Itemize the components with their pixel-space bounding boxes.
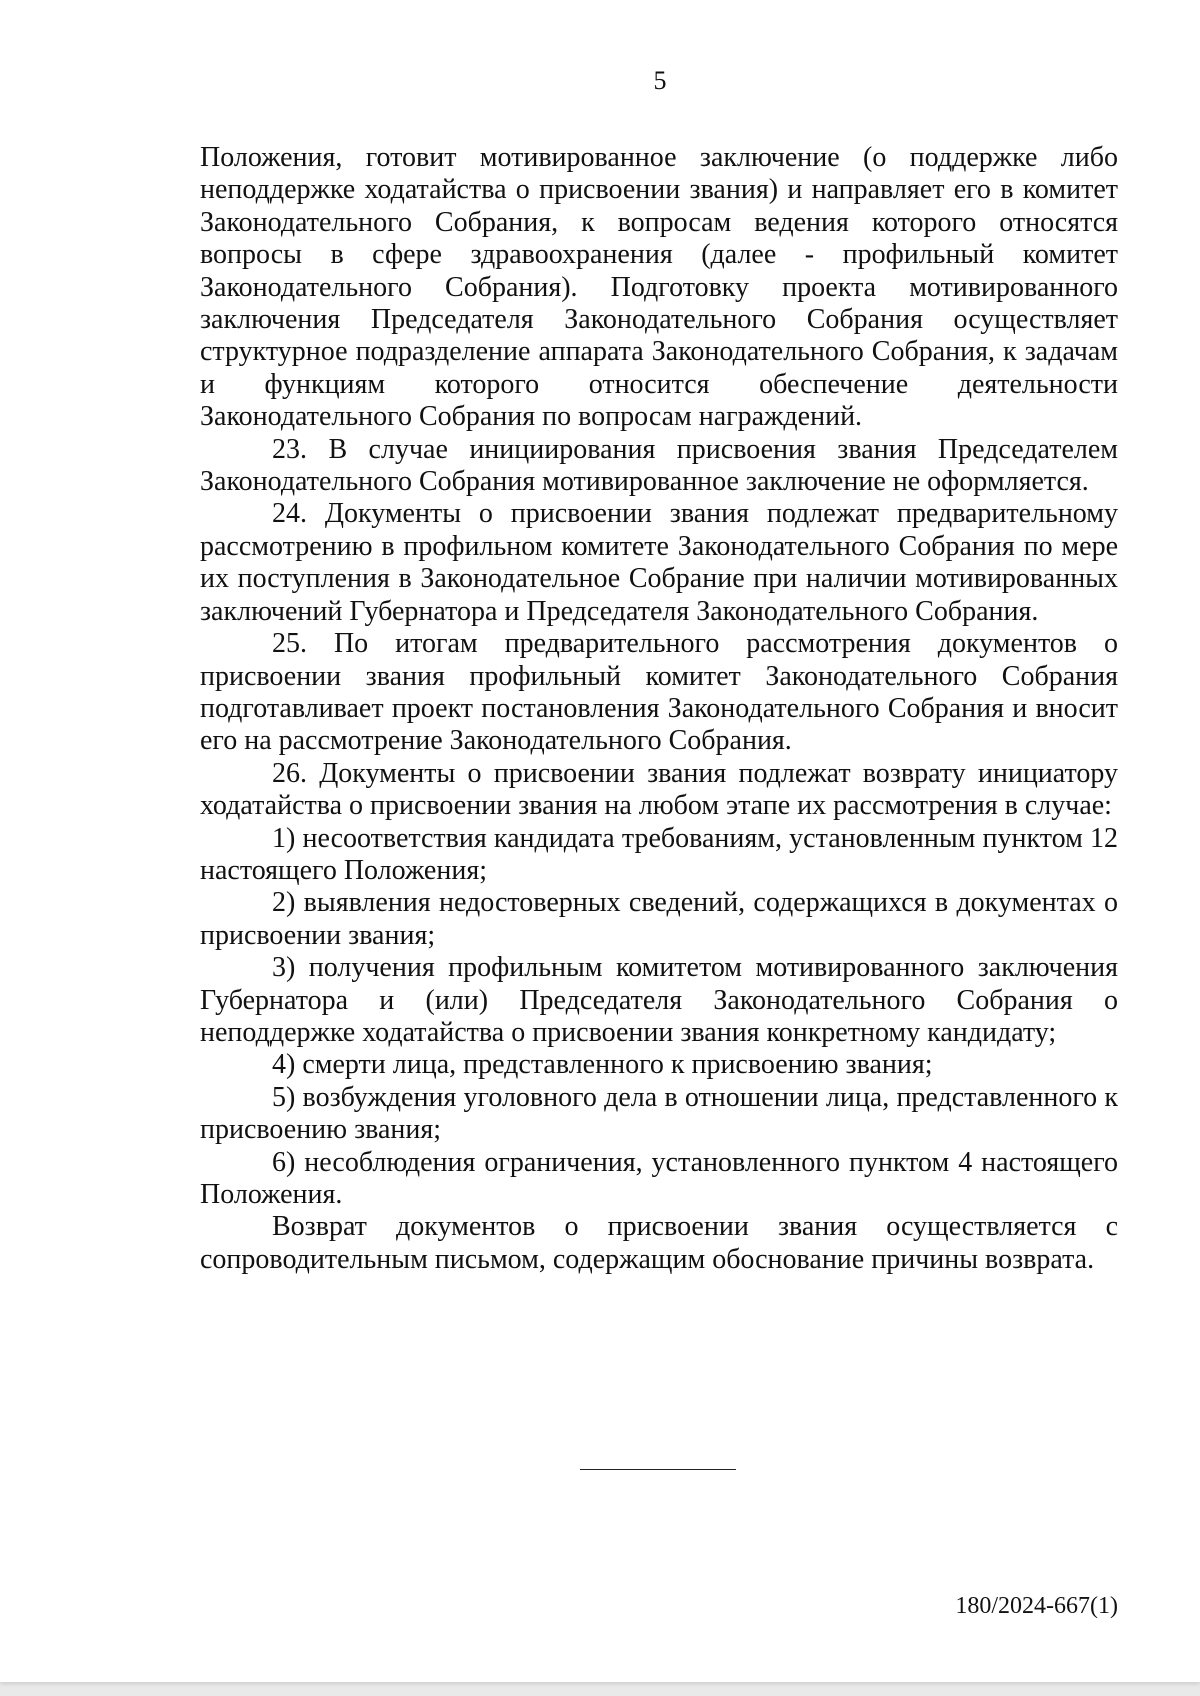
paragraph-continuation: Положения, готовит мотивированное заключение (о поддержке либо неподдержке ходатайства о присвоении звания) и направляет его в комитет Законодательного Собрания, к вопросам ведения которого относятся вопросы в сфере здравоохранения (далее - профильный комитет Законодательного Собрания). Подготовку проекта мотивированного заключения Председателя Законодательного Собрания осуществляет структурное подразделение аппарата Законодательного Собрания, к задачам и функциям которого относится обеспечение деятельности Законодательного Собрания по вопросам награждений. xyxy=(200,142,1118,433)
list-item-6: 6) несоблюдения ограничения, установленного пунктом 4 настоящего Положения. xyxy=(200,1146,1118,1210)
list-item-5: 5) возбуждения уголовного дела в отношении лица, представленного к присвоению звания; xyxy=(200,1081,1118,1146)
list-item-1: 1) несоответствия кандидата требованиям, установленным пунктом 12 настоящего Положения; xyxy=(200,822,1118,886)
paragraph-return-note: Возврат документов о присвоении звания осуществляется с сопроводительным письмом, содержащим обоснование причины возврата. xyxy=(200,1211,1118,1275)
paragraph-23: 23. В случае инициирования присвоения звания Председателем Законодательного Собрания мотивированное заключение не оформляется. xyxy=(200,433,1118,498)
document-body xyxy=(200,142,1118,1276)
paragraph-24: 24. Документы о присвоении звания подлежат предварительному рассмотрению в профильном комитете Законодательного Собрания по мере их поступления в Законодательное Собрание при наличии мотивированных заключений Губернатора и Председателя Законодательного Собрания. xyxy=(200,498,1118,627)
end-divider xyxy=(580,1469,736,1470)
paragraph-26: 26. Документы о присвоении звания подлежат возврату инициатору ходатайства о присвоении звания на любом этапе их рассмотрения в случае: xyxy=(200,757,1118,822)
list-item-3: 3) получения профильным комитетом мотивированного заключения Губернатора и (или) Председателя Законодательного Собрания о неподдержке ходатайства о присвоении звания конкретному кандидату; xyxy=(200,952,1118,1048)
list-item-2: 2) выявления недостоверных сведений, содержащихся в документах о присвоении звания; xyxy=(200,887,1118,951)
paragraph-25: 25. По итогам предварительного рассмотрения документов о присвоении звания профильный комитет Законодательного Собрания подготавливает проект постановления Законодательного Собрания и вносит его на рассмотрение Законодательного Собрания. xyxy=(200,628,1118,757)
list-item-4: 4) смерти лица, представленного к присвоению звания; xyxy=(272,1049,933,1081)
document-code: 180/2024-667(1) xyxy=(955,1593,1118,1619)
page-number: 5 xyxy=(653,66,667,95)
